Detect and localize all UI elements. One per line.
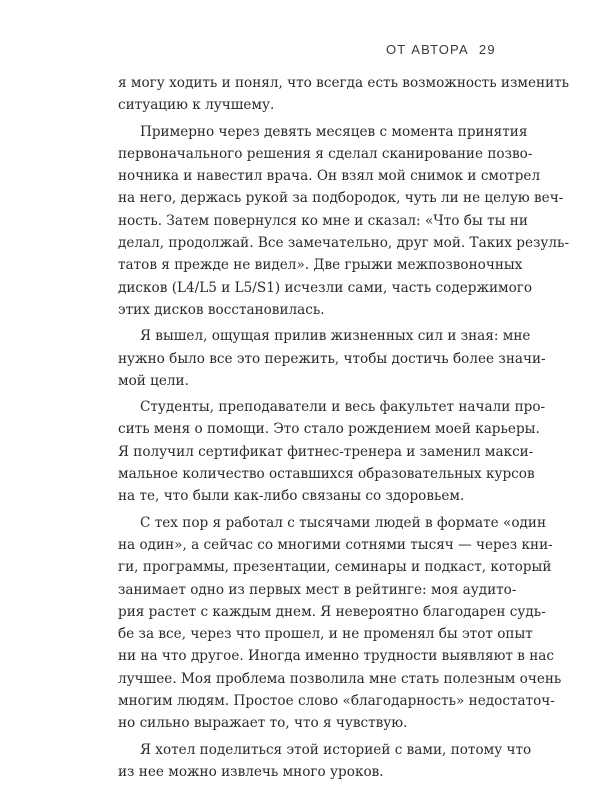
text-line: дисков (L4/L5 и L5/S1) исчезли сами, часть содержимого <box>118 279 533 296</box>
text-line: мальное количество оставшихся образовательных курсов <box>118 466 535 483</box>
text-line: рия растет с каждым днем. Я невероятно благодарен судь- <box>118 603 546 620</box>
text-line: но сильно выражает то, что я чувствую. <box>118 715 408 732</box>
text-line: С тех пор я работал с тысячами людей в формате «один <box>140 514 547 531</box>
paragraph <box>118 739 532 784</box>
text-line: этих дисков восстановилась. <box>118 301 325 318</box>
text-line: ность. Затем повернулся ко мне и сказал: «Что бы ты ни <box>118 212 528 229</box>
paragraph <box>118 325 546 392</box>
paragraph <box>118 72 570 117</box>
text-line: сить меня о помощи. Это стало рождением моей карьеры. <box>118 421 540 438</box>
text-line: на те, что были как-либо связаны со здоровьем. <box>118 488 465 505</box>
running-head <box>386 42 496 57</box>
paragraph <box>118 396 546 507</box>
text-line: на один», а сейчас со многими сотнями тысяч — через кни- <box>118 536 553 553</box>
text-line: мой цели. <box>118 372 189 389</box>
text-line: ни на что другое. Иногда именно трудности выявляют в нас <box>118 648 555 665</box>
text-line: ги, программы, презентации, семинары и подкаст, который <box>118 559 552 576</box>
text-line: делал, продолжай. Все замечательно, друг мой. Таких резуль- <box>118 235 570 252</box>
text-line: татов я прежде не видел». Две грыжи межпозвоночных <box>118 257 523 274</box>
text-line: первоначального решения я сделал сканирование позво- <box>118 145 533 162</box>
text-line: Я получил сертификат фитнес-тренера и заменил макси- <box>118 443 534 460</box>
text-line: многим людям. Простое слово «благодарность» недостаточ- <box>118 693 555 710</box>
paragraph <box>118 512 562 735</box>
text-line: Примерно через девять месяцев с момента принятия <box>140 123 528 140</box>
text-line: лучшее. Моя проблема позволила мне стать полезным очень <box>118 670 562 687</box>
text-line: бе за все, через что прошел, и не променял бы этот опыт <box>118 626 533 643</box>
paragraph <box>118 121 570 322</box>
body-text <box>118 72 570 787</box>
text-line: я могу ходить и понял, что всегда есть возможность изменить <box>118 75 570 91</box>
text-line: занимает одно из первых мест в рейтинге: моя аудито- <box>118 581 517 598</box>
text-line: из нее можно извлечь много уроков. <box>118 763 384 780</box>
text-line: ситуацию к лучшему. <box>118 97 275 114</box>
section-title: ОТ АВТОРА <box>386 42 469 57</box>
page-number: 29 <box>478 42 496 57</box>
text-line: Студенты, преподаватели и весь факультет начали про- <box>140 399 546 416</box>
text-line: Я вышел, ощущая прилив жизненных сил и зная: мне <box>140 328 531 345</box>
text-line: на него, держась рукой за подбородок, чуть ли не целую веч- <box>118 190 564 207</box>
text-line: Я хотел поделиться этой историей с вами, потому что <box>140 741 532 758</box>
text-line: ночника и навестил врача. Он взял мой снимок и смотрел <box>118 168 541 185</box>
text-line: нужно было все это пережить, чтобы достичь более значи- <box>118 350 546 367</box>
